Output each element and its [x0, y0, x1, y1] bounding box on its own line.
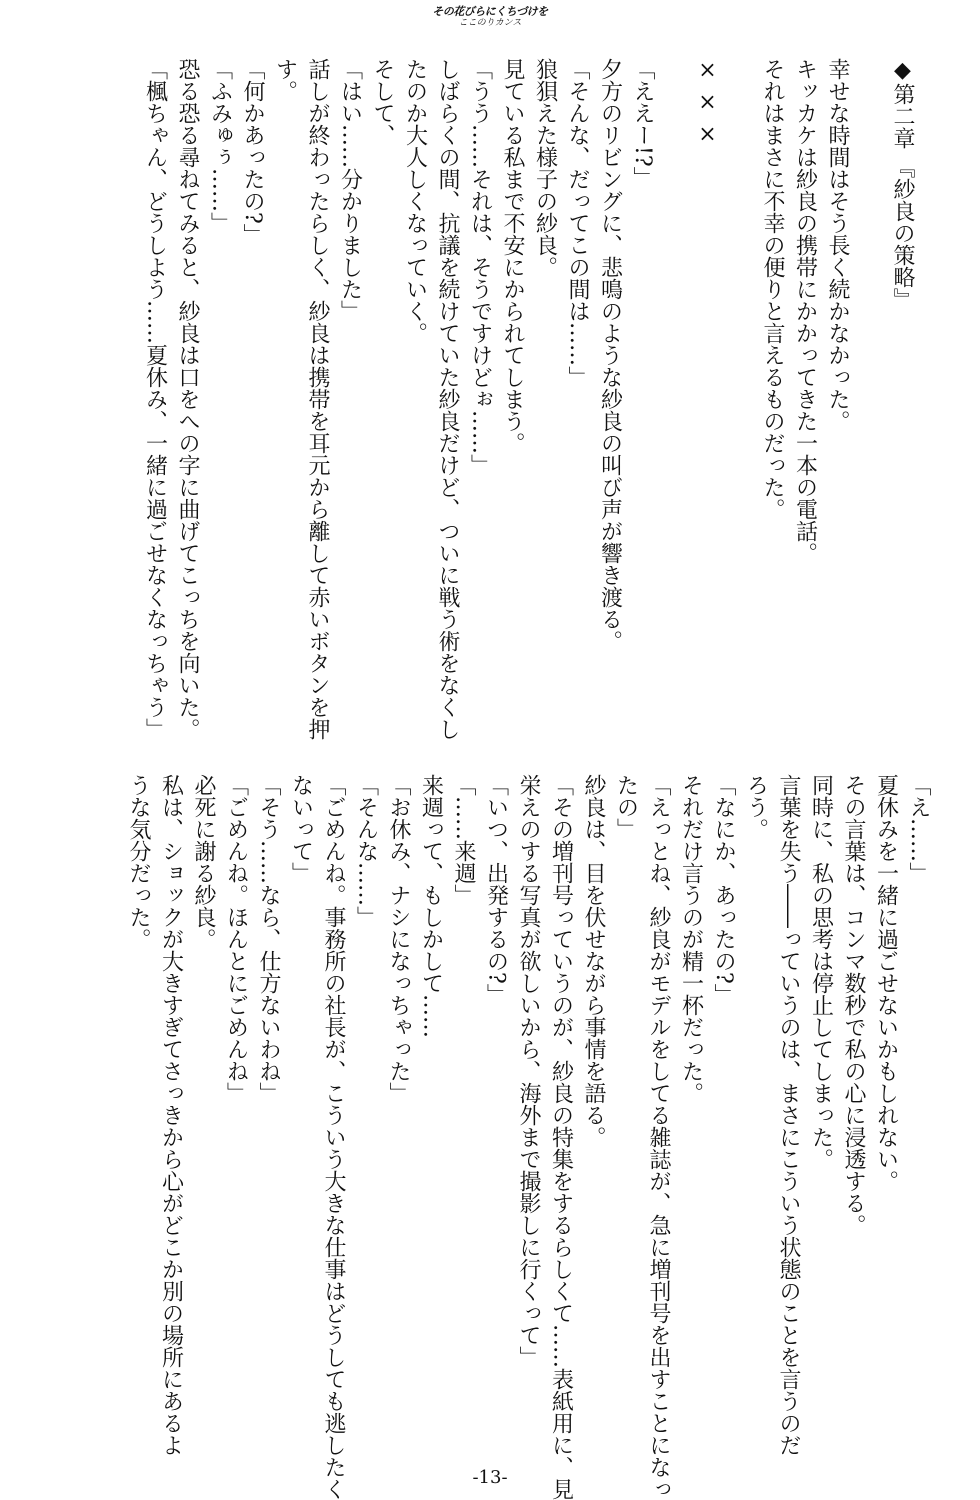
page-header [0, 6, 980, 28]
text-line [853, 58, 886, 738]
text-line: その言葉は、コンマ数秒で私の心に浸透する。 [841, 774, 866, 1236]
text-line: それだけ言うのが精一杯だった。 [678, 774, 704, 1104]
text-line [723, 58, 756, 738]
text-line [658, 58, 691, 738]
book-subtitle: ここのりカンス [458, 18, 522, 28]
text-line: 「お休み、ナシになっちゃった」 [386, 774, 411, 1104]
text-line: 「何かあったの?」 [240, 58, 265, 246]
text-line: 「そんな……」 [353, 774, 379, 928]
text-line: 恐る恐る尋ねてみると、紗良は口をへの字に曲げてこっちを向いた。 [175, 58, 200, 740]
text-line: 「え……」 [906, 774, 931, 884]
text-line: ◆第二章 『紗良の策略』 [890, 58, 915, 310]
text-line: 必死に謝る紗良。 [191, 774, 216, 950]
text-line: 「その増刊号っていうのが、紗良の特集をするらしくて……表紙用に、見 [548, 774, 574, 1500]
text-line: 「うう……それは、そうですけどぉ……」 [467, 58, 493, 476]
text-line: 狼狽えた様子の紗良。 [532, 58, 558, 278]
text-line: 「ごめんね。ほんとにごめんね」 [223, 774, 249, 1104]
text-line: 「いつ、出発するの?」 [483, 774, 509, 1006]
text-line: 「……来週」 [451, 774, 476, 906]
text-line: 話しが終わったらしく、紗良は携帯を耳元から離して赤いボタンを押 [305, 58, 330, 740]
text-line: たの」 [613, 774, 639, 840]
text-line: 「なにか、あったの?」 [711, 774, 736, 1006]
text-line: 夏休みを一緒に過ごせないかもしれない。 [873, 774, 899, 1192]
text-line: しばらくの間、抗議を続けていた紗良だけど、ついに戦う術をなくし [435, 58, 460, 740]
text-line: そして、 [370, 58, 395, 146]
page-number: -13- [472, 1467, 508, 1488]
text-line: × × × [695, 58, 720, 147]
text-line: それはまさに不幸の便りと言えるものだった。 [760, 58, 785, 520]
text-line: 幸せな時間はそう長く続かなかった。 [825, 58, 850, 432]
text-line: 栄えのする写真が欲しいから、海外まで撮影しに行くって」 [516, 774, 541, 1368]
text-line: うな気分だった。 [126, 774, 151, 950]
text-line: 夕方のリビングに、悲鳴のような紗良の叫び声が響き渡る。 [597, 58, 623, 652]
text-line: 「そんな、だってこの間は……」 [565, 58, 590, 388]
text-line: 「楓ちゃん、どうしよう……夏休み、一緒に過ごせなくなっちゃう」 [142, 58, 168, 740]
text-line: たのか大人しくなっていく。 [402, 58, 428, 344]
text-line: 「えっとね、紗良がモデルをしてる雑誌が、急に増刊号を出すことになっ [646, 774, 671, 1500]
text-line: 「ごめんね。事務所の社長が、こういう大きな仕事はどうしても逃したく [321, 774, 346, 1500]
text-line: 「そう……なら、仕方ないわね」 [256, 774, 281, 1104]
text-line: ないって」 [288, 774, 314, 884]
text-line: 私は、ショックが大きすぎてさっきから心がどこか別の場所にあるよ [158, 774, 184, 1456]
text-line: 紗良は、目を伏せながら事情を語る。 [581, 774, 606, 1148]
text-line: 言葉を失う――っていうのは、まさにこういう状態のことを言うのだ [776, 774, 801, 1456]
text-line: 来週って、もしかして…… [418, 774, 444, 1038]
text-line: 「ええー!?」 [630, 58, 655, 189]
text-line: キッカケは紗良の携帯にかかってきた一本の電話。 [792, 58, 818, 564]
text-line: ろう。 [743, 774, 769, 840]
text-line: 「ふみゅぅ……」 [207, 58, 233, 234]
upper-text-block [138, 58, 918, 738]
text-line: す。 [272, 58, 298, 102]
text-line: 同時に、私の思考は停止してしまった。 [808, 774, 834, 1170]
text-line: 見ている私まで不安にかられてしまう。 [500, 58, 525, 454]
book-title: その花びらにくちづけを [432, 5, 548, 18]
text-line: 「はい……分かりました」 [337, 58, 363, 322]
